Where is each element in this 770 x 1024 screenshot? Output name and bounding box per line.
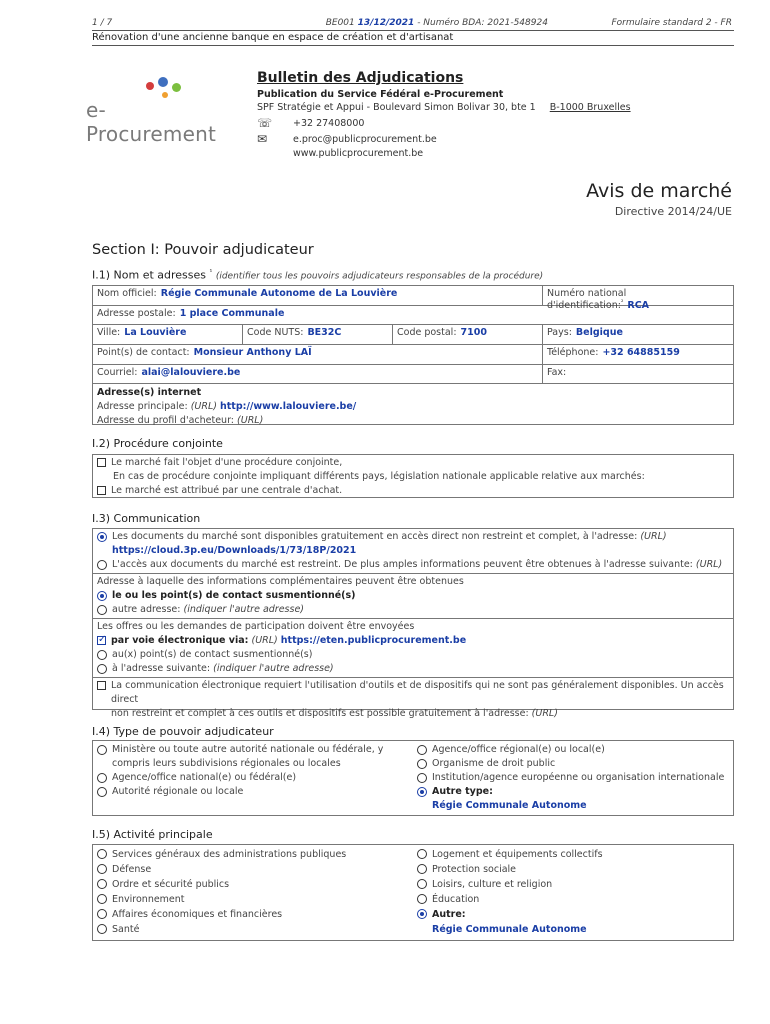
- divider: [92, 30, 734, 31]
- contact-person-value: Monsieur Anthony LAÏ: [193, 347, 312, 358]
- bulletin-title: Bulletin des Adjudications: [257, 70, 464, 86]
- e-procurement-logo: [86, 78, 226, 146]
- docs-url-link[interactable]: https://cloud.3p.eu/Downloads/1/73/18P/2021: [112, 545, 357, 556]
- publisher-email-link[interactable]: e.proc@publicprocurement.be: [293, 133, 437, 145]
- joint-procurement-box: Le marché fait l'objet d'une procédure conjointe, En cas de procédure conjointe impliquant différents pays, législation nationale applicable relative aux marchés: Le marché est attribué par une centrale d'achat.: [92, 454, 734, 498]
- activity-radio[interactable]: [97, 879, 107, 889]
- divider: [92, 45, 734, 46]
- publisher-email-row: [257, 132, 437, 146]
- postal-address-value: 1 place Communale: [179, 308, 285, 319]
- country-value: Belgique: [575, 327, 623, 338]
- logo-dot-blue: [158, 77, 168, 87]
- tools-checkbox[interactable]: [97, 681, 106, 690]
- notice-title: Avis de marché: [586, 180, 732, 202]
- reference: BE001 13/12/2021 - Numéro BDA: 2021-548924: [325, 18, 548, 28]
- activity-radio[interactable]: [417, 864, 427, 874]
- heading-i2: I.2) Procédure conjointe: [92, 437, 223, 450]
- submit-contact-radio[interactable]: [97, 650, 107, 660]
- table-row: Nom officiel: Régie Communale Autonome de La Louvière Numéro national d'identification:$^{^2}$ RCA: [93, 286, 733, 306]
- table-row: Point(s) de contact: Monsieur Anthony LAÏ Téléphone: +32 64885159: [93, 345, 733, 365]
- activity-other-radio[interactable]: [417, 909, 427, 919]
- official-name-value: Régie Communale Autonome de La Louvière: [160, 288, 398, 299]
- publisher-web-link[interactable]: www.publicprocurement.be: [293, 148, 424, 159]
- logo-text: e-Procurement: [86, 98, 216, 146]
- publisher-phone-row: ☏ +32 27408000: [257, 116, 365, 130]
- page-number: 1 / 7: [92, 18, 113, 28]
- table-row: Adresse postale: 1 place Communale: [93, 306, 733, 325]
- phone-value: +32 64885159: [602, 347, 680, 358]
- activity-radio[interactable]: [97, 909, 107, 919]
- info-other-radio[interactable]: [97, 605, 107, 615]
- docs-free-radio[interactable]: [97, 532, 107, 542]
- logo-dot-green: [172, 83, 181, 92]
- table-row: Courriel: alai@lalouviere.be Fax:: [93, 365, 733, 384]
- notice-directive: Directive 2014/24/UE: [614, 205, 732, 218]
- main-activity-box: Services généraux des administrations publiques Défense Ordre et sécurité publics Environnement Affaires économiques et financières Santé Logement et équipements collectifs Protection sociale Loisirs, culture et religion Éducation Autre: Régie Communale Autonome: [92, 844, 734, 941]
- table-row: Ville: La Louvière Code NUTS: BE32C Code postal: 7100 Pays: Belgique: [93, 325, 733, 345]
- heading-i4: I.4) Type de pouvoir adjudicateur: [92, 725, 274, 738]
- publisher-city: B-1000 Bruxelles: [549, 102, 631, 113]
- heading-i3: I.3) Communication: [92, 512, 201, 525]
- internet-addresses: Adresse(s) internet Adresse principale: (URL) http://www.lalouviere.be/ Adresse du profil d'acheteur: (URL): [97, 387, 357, 426]
- page-header: [92, 18, 732, 28]
- authority-type-radio[interactable]: [97, 787, 107, 797]
- email-value[interactable]: alai@lalouviere.be: [141, 367, 241, 378]
- document-subtitle: Rénovation d'une ancienne banque en espace de création et d'artisanat: [92, 32, 454, 43]
- authority-type-radio[interactable]: [97, 745, 107, 755]
- communication-box: Les documents du marché sont disponibles gratuitement en accès direct non restreint et complet, à l'adresse: (URL) https://cloud.3p.eu/Downloads/1/73/18P/2021 L'accès aux documents du marché est restreint. De plus amples informations peuvent être obtenues à l'adresse suivante: (URL) Adresse à laquelle des informations complémentaires peuvent être obtenues le ou les point(s) de contact susmentionné(s) autre adresse: (indiquer l'autre adresse) Les offres ou les demandes de participation doivent être envoyées ✓ par voie électronique via: (URL) https://eten.publicprocurement.be au(x) point(s) de contact susmentionné(s) à l'adresse suivante: (indiquer l'autre adresse) La communication électronique requiert l'utilisation d'outils et de dispositifs qui ne sont pas généralement disponibles. Un accès direct non restreint et complet à ces outils et dispositifs est possible gratuitement à l'adresse: (URL): [92, 528, 734, 710]
- phone-icon: ☏: [257, 116, 273, 130]
- authority-type-box: Ministère ou toute autre autorité nationale ou fédérale, y compris leurs subdivisions régionales ou locales Agence/office national(e) ou fédéral(e) Autorité régionale ou locale Agence/office régional(e) ou local(e) Organisme de droit public Institution/agence européenne ou organisation internationale Autre type: Régie Communale Autonome: [92, 740, 734, 816]
- info-contact-radio[interactable]: [97, 591, 107, 601]
- authority-type-radio[interactable]: [417, 745, 427, 755]
- contracting-authority-table: [92, 285, 734, 425]
- publisher-web-row: [257, 148, 423, 159]
- authority-type-radio[interactable]: [417, 759, 427, 769]
- envelope-icon: ✉: [257, 132, 268, 146]
- authority-type-radio[interactable]: [97, 773, 107, 783]
- main-address-link[interactable]: http://www.lalouviere.be/: [220, 401, 357, 412]
- activity-radio[interactable]: [97, 894, 107, 904]
- publisher-service: Publication du Service Fédéral e-Procurement: [257, 89, 504, 100]
- activity-radio[interactable]: [97, 924, 107, 934]
- heading-i1: I.1) Nom et adresses $^{^1}$ (identifier tous les pouvoirs adjudicateurs responsables de la procédure): [92, 268, 544, 282]
- submit-url-link[interactable]: https://eten.publicprocurement.be: [280, 635, 467, 646]
- central-purchasing-checkbox[interactable]: [97, 486, 106, 495]
- activity-radio[interactable]: [97, 864, 107, 874]
- heading-i5: I.5) Activité principale: [92, 828, 213, 841]
- publisher-address: SPF Stratégie et Appui - Boulevard Simon Bolivar 30, bte 1 B-1000 Bruxelles: [257, 102, 631, 113]
- activity-radio[interactable]: [417, 879, 427, 889]
- joint-procedure-checkbox[interactable]: [97, 458, 106, 467]
- activity-radio[interactable]: [97, 849, 107, 859]
- nuts-value: BE32C: [307, 327, 342, 338]
- national-id-value: RCA: [627, 300, 650, 312]
- logo-dot-red: [146, 82, 154, 90]
- submit-electronic-checkbox[interactable]: [97, 636, 106, 645]
- postcode-value: 7100: [460, 327, 487, 338]
- town-value: La Louvière: [124, 327, 187, 338]
- authority-type-radio[interactable]: [417, 773, 427, 783]
- activity-radio[interactable]: [417, 849, 427, 859]
- activity-other-value: Régie Communale Autonome: [432, 924, 587, 935]
- section-title: Section I: Pouvoir adjudicateur: [92, 242, 314, 258]
- authority-type-other-radio[interactable]: [417, 787, 427, 797]
- submit-address-radio[interactable]: [97, 664, 107, 674]
- publication-date: 13/12/2021: [357, 18, 415, 28]
- docs-restricted-radio[interactable]: [97, 560, 107, 570]
- authority-other-value: Régie Communale Autonome: [432, 800, 587, 811]
- activity-radio[interactable]: [417, 894, 427, 904]
- form-type: Formulaire standard 2 - FR: [611, 18, 732, 28]
